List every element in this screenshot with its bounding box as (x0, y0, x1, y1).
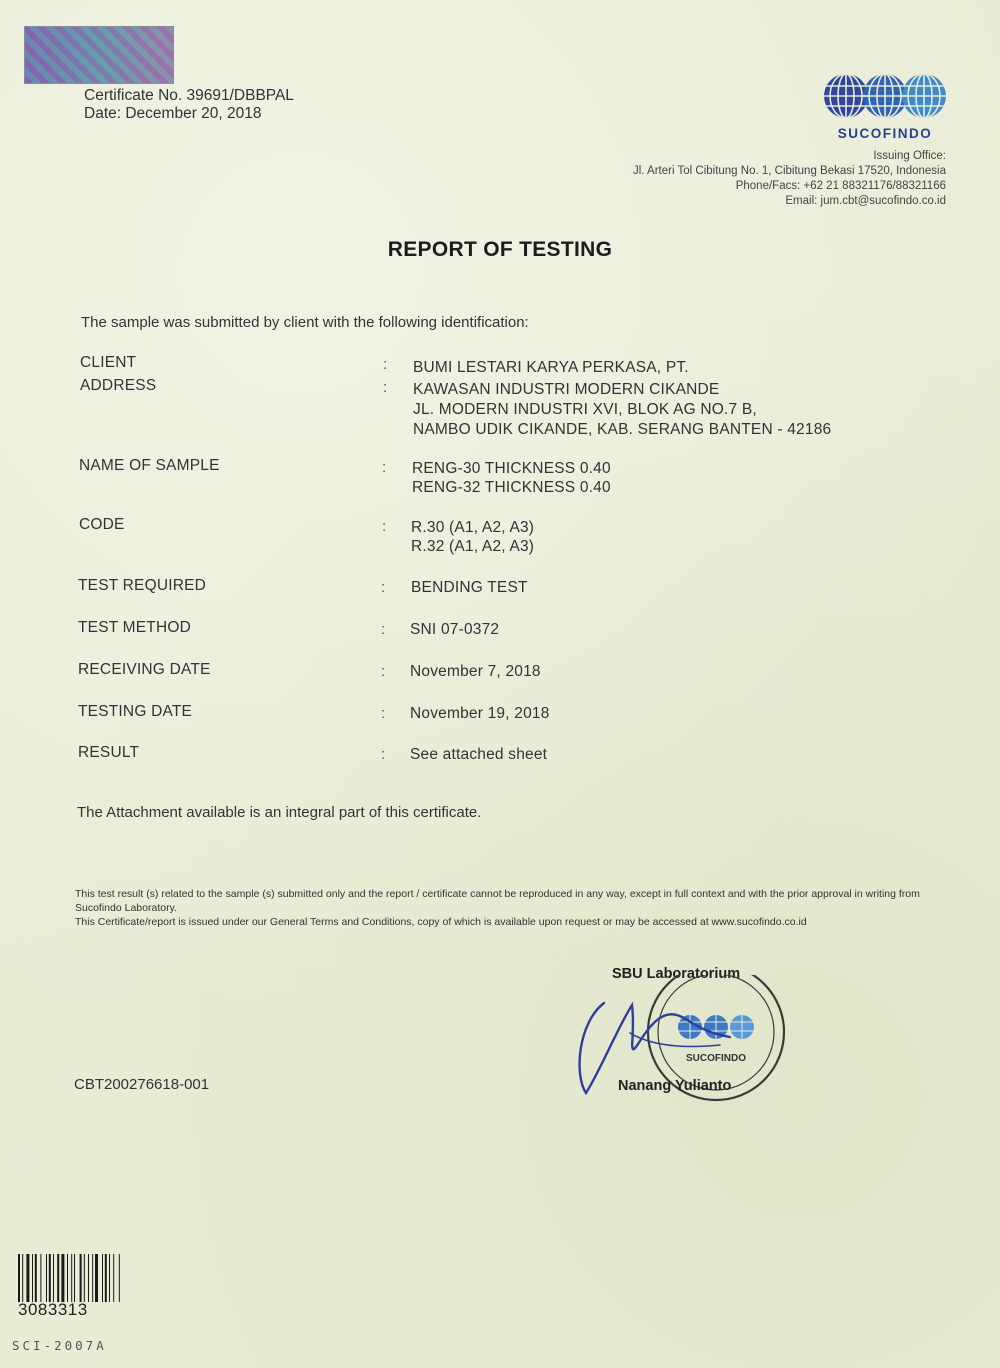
field-colon: : (383, 379, 388, 396)
certificate-number: Certificate No. 39691/DBBPAL (84, 87, 294, 104)
barcode-bar (113, 1254, 114, 1302)
field-label-result: RESULT (78, 744, 140, 761)
field-label-code: CODE (79, 516, 125, 533)
attachment-note: The Attachment available is an integral part of this certificate. (77, 804, 482, 821)
field-colon: : (381, 705, 386, 722)
field-colon: : (381, 621, 386, 638)
disclaimer-terms: This Certificate/report is issued under our General Terms and Conditions, copy of which is available upon request or may be accessed at www.sucofindo.co.id (75, 916, 807, 928)
issuing-office-email: Email: jum.cbt@sucofindo.co.id (785, 195, 946, 207)
field-value-address-line: KAWASAN INDUSTRI MODERN CIKANDE (413, 381, 720, 398)
barcode-bar (92, 1254, 93, 1302)
signatory-name: Nanang Yulianto (618, 1078, 732, 1094)
report-title: REPORT OF TESTING (387, 238, 613, 261)
field-colon: : (382, 459, 387, 476)
barcode-bar (40, 1254, 41, 1302)
barcode-bar (84, 1254, 85, 1302)
field-value-client: BUMI LESTARI KARYA PERKASA, PT. (413, 359, 689, 376)
field-value-test-required: BENDING TEST (411, 579, 528, 596)
barcode (18, 1254, 152, 1302)
barcode-bar (67, 1254, 68, 1302)
issuing-office-address: Jl. Arteri Tol Cibitung No. 1, Cibitung Bekasi 17520, Indonesia (632, 165, 946, 177)
field-colon: : (381, 746, 386, 763)
field-label-test-method: TEST METHOD (78, 619, 192, 636)
field-value-address-line: JL. MODERN INDUSTRI XVI, BLOK AG NO.7 B, (413, 401, 757, 418)
barcode-bar (71, 1254, 72, 1302)
field-value-testing-date: November 19, 2018 (410, 705, 550, 722)
barcode-bar (102, 1254, 103, 1302)
document-code: CBT200276618-001 (74, 1076, 210, 1093)
field-label-receiving-date: RECEIVING DATE (78, 661, 211, 678)
field-colon: : (382, 518, 387, 535)
barcode-bar (49, 1254, 51, 1302)
barcode-bar (105, 1254, 107, 1302)
intro-text: The sample was submitted by client with the following identification: (81, 314, 529, 331)
field-value-sample-line: RENG-32 THICKNESS 0.40 (412, 479, 611, 496)
issuing-office-label: Issuing Office: (873, 150, 946, 162)
barcode-bar (61, 1254, 64, 1302)
barcode-bar (18, 1254, 20, 1302)
barcode-bar (46, 1254, 47, 1302)
barcode-bar (22, 1254, 23, 1302)
field-value-receiving-date: November 7, 2018 (410, 663, 541, 680)
field-label-testing-date: TESTING DATE (78, 703, 193, 720)
barcode-bar (80, 1254, 82, 1302)
barcode-bar (35, 1254, 37, 1302)
field-colon: : (381, 663, 386, 680)
barcode-bar (57, 1254, 59, 1302)
barcode-bar (32, 1254, 33, 1302)
field-colon: : (381, 579, 386, 596)
field-colon: : (383, 356, 388, 373)
svg-text:SUCOFINDO: SUCOFINDO (686, 1053, 746, 1064)
field-value-address-line: NAMBO UDIK CIKANDE, KAB. SERANG BANTEN - 42186 (413, 421, 832, 438)
barcode-bar (95, 1254, 98, 1302)
barcode-bar (26, 1254, 29, 1302)
issuing-office-phone: Phone/Facs: +62 21 88321176/88321166 (735, 180, 946, 192)
hologram-seal (24, 26, 174, 84)
disclaimer-reproduction: This test result (s) related to the sample (s) submitted only and the report / certificate cannot be reproduced in any way, except in full context and with the prior approval in writing from Sucofindo Laboratory. (75, 888, 920, 914)
barcode-bar (109, 1254, 110, 1302)
form-code: SCI-2007A (12, 1338, 107, 1353)
barcode-bar (119, 1254, 120, 1302)
certificate-date: Date: December 20, 2018 (84, 105, 262, 122)
field-value-code-line: R.30 (A1, A2, A3) (411, 519, 535, 536)
field-value-result: See attached sheet (410, 746, 548, 763)
field-label-test-required: TEST REQUIRED (78, 577, 207, 594)
barcode-bar (88, 1254, 89, 1302)
field-label-sample-name: NAME OF SAMPLE (79, 457, 220, 474)
field-value-test-method: SNI 07-0372 (410, 621, 500, 638)
barcode-bar (53, 1254, 54, 1302)
logo-wordmark: SUCOFINDO (837, 126, 933, 141)
field-value-code-line: R.32 (A1, A2, A3) (411, 538, 535, 555)
field-value-sample-line: RENG-30 THICKNESS 0.40 (412, 460, 611, 477)
barcode-number: 3083313 (18, 1300, 88, 1319)
field-label-address: ADDRESS (80, 377, 157, 394)
field-label-client: CLIENT (80, 354, 137, 371)
barcode-bar (74, 1254, 75, 1302)
signatory-unit: SBU Laboratorium (612, 966, 741, 982)
